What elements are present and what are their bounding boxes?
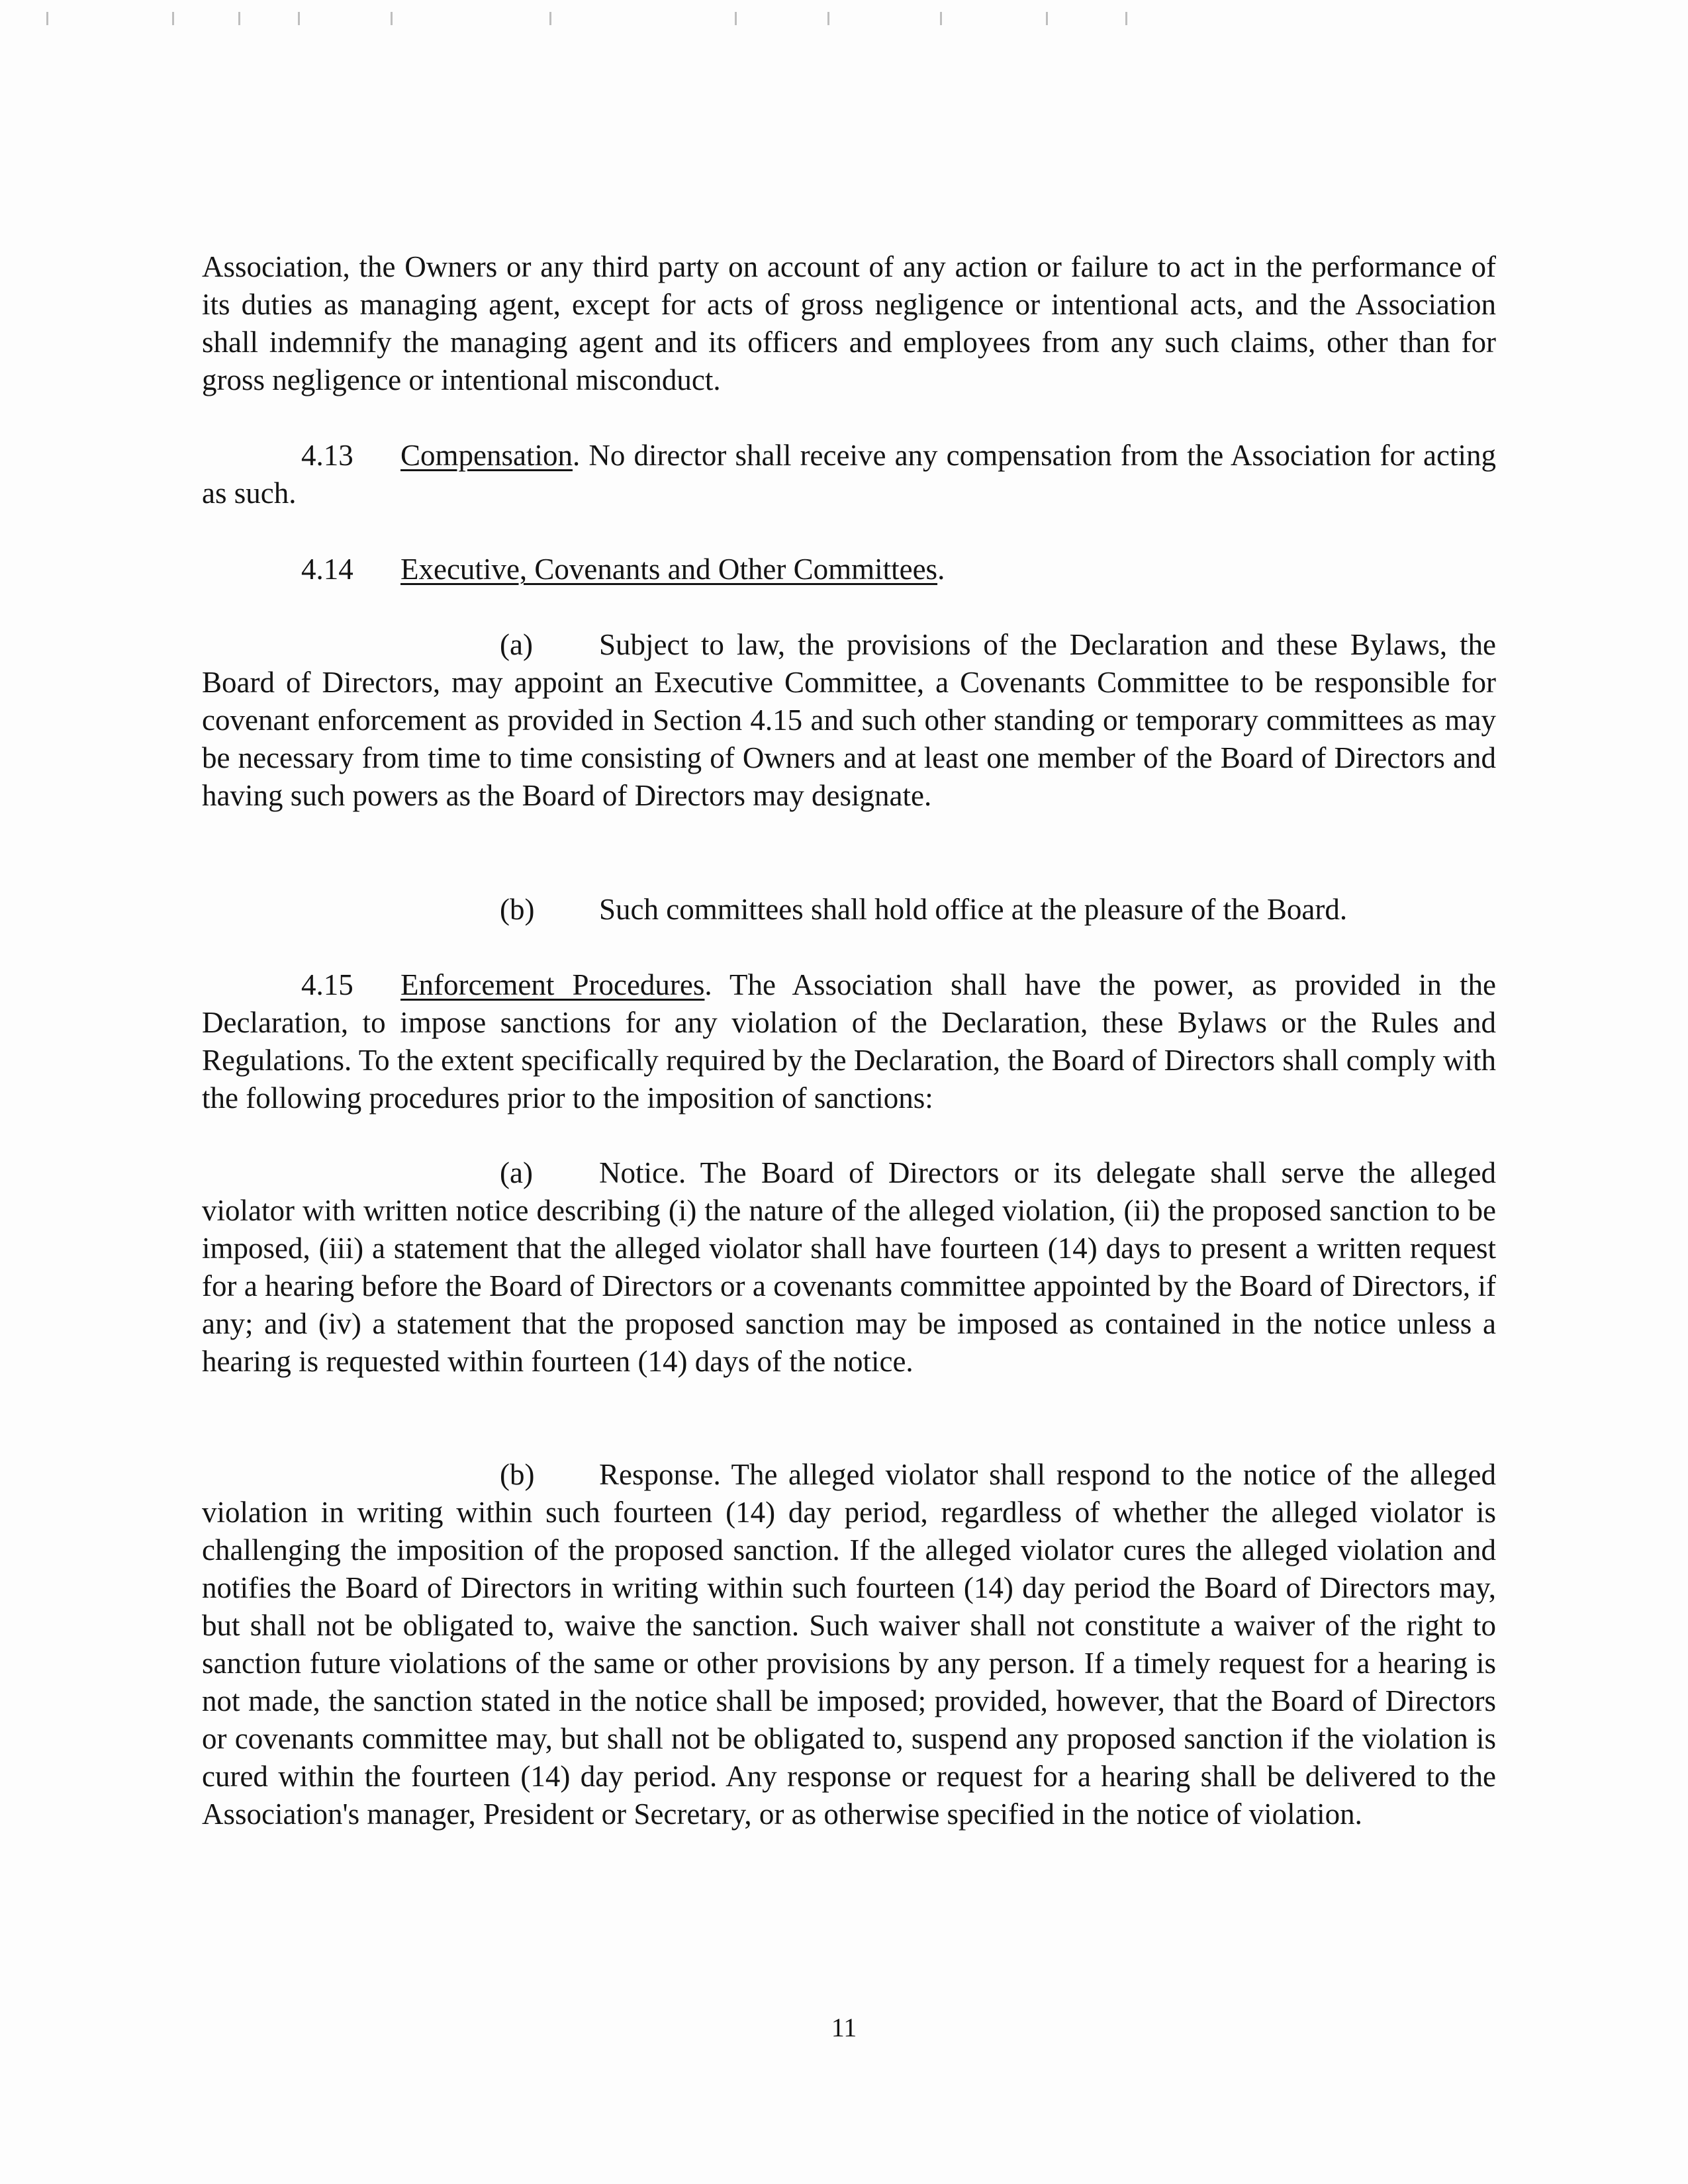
subsection-label: (b) <box>500 1458 535 1491</box>
scan-artifacts <box>40 12 1297 32</box>
section-4-15-paragraph <box>202 966 1496 1117</box>
section-4-13 <box>202 437 1496 512</box>
section-4-14-paragraph <box>202 551 1496 588</box>
section-number: 4.15 <box>301 968 353 1001</box>
subsection-paragraph <box>202 891 1496 929</box>
section-text: . The Association shall have the power, as provided in the Declaration, to impose sanctions for any violation of the Declaration, these Bylaws or the Rules and Regulations. To the extent specifically required by the Declaration, the Board of Directors shall comply with the following procedures prior to the imposition of sanctions: <box>202 968 1497 1115</box>
subsection-label: (a) <box>500 1156 533 1189</box>
subsection-text: Such committees shall hold office at the pleasure of the Board. <box>599 893 1348 926</box>
section-4-14-b <box>202 891 1496 929</box>
subsection-label: (a) <box>500 628 533 661</box>
subsection-text: Response. The alleged violator shall respond to the notice of the alleged violation in writing within such fourteen (14) day period, regardless of whether the alleged violator is challenging the imposition of the proposed sanction. If the alleged violator cures the alleged violation and notifies the Board of Directors in writing within such fourteen (14) day period the Board of Directors may, but shall not be obligated to, waive the sanction. Such waiver shall not constitute a waiver of the right to sanction future violations of the same or other provisions by any person. If a timely request for a hearing is not made, the sanction stated in the notice shall be imposed; provided, however, that the Board of Directors or covenants committee may, but shall not be obligated to, suspend any proposed sanction if the violation is cured within the fourteen (14) day period. Any response or request for a hearing shall be delivered to the Association's manager, President or Secretary, or as otherwise specified in the notice of violation. <box>202 1458 1496 1831</box>
subsection-paragraph <box>202 626 1496 815</box>
section-title: Compensation <box>400 439 573 472</box>
section-4-15-b <box>202 1456 1496 1833</box>
subsection-text: Subject to law, the provisions of the Declaration and these Bylaws, the Board of Directors, may appoint an Executive Committee, a Covenants Committee to be responsible for covenant enforcement as provided in Section 4.15 and such other standing or temporary committees as may be necessary from time to time consisting of Owners and at least one member of the Board of Directors and having such powers as the Board of Directors may designate. <box>202 628 1496 812</box>
section-4-14-a <box>202 626 1496 815</box>
subsection-label: (b) <box>500 893 535 926</box>
section-4-13-paragraph <box>202 437 1496 512</box>
section-title: Enforcement Procedures <box>400 968 705 1001</box>
section-4-15-a <box>202 1154 1496 1381</box>
paragraph-text: Association, the Owners or any third party on account of any action or failure to act in the performance of its duties as managing agent, except for acts of gross negligence or intentional acts, and the Association shall indemnify the managing agent and its officers and employees from any such claims, other than for gross negligence or intentional misconduct. <box>202 250 1496 396</box>
section-number: 4.14 <box>301 553 353 586</box>
section-4-15 <box>202 966 1496 1117</box>
section-4-14-heading <box>202 551 1496 588</box>
subsection-text: Notice. The Board of Directors or its delegate shall serve the alleged violator with written notice describing (i) the nature of the alleged violation, (ii) the proposed sanction to be imposed, (iii) a statement that the alleged violator shall have fourteen (14) days to present a written request for a hearing before the Board of Directors or a covenants committee appointed by the Board of Directors, if any; and (iv) a statement that the proposed sanction may be imposed as contained in the notice unless a hearing is requested within fourteen (14) days of the notice. <box>202 1156 1496 1378</box>
paragraph-continuation <box>202 248 1496 399</box>
subsection-paragraph <box>202 1154 1496 1381</box>
section-number: 4.13 <box>301 439 353 472</box>
page-number: 11 <box>831 2013 857 2042</box>
section-title-period: . <box>937 553 945 586</box>
subsection-paragraph <box>202 1456 1496 1833</box>
section-title: Executive, Covenants and Other Committees <box>400 553 938 586</box>
section-text: . No director shall receive any compensation from the Association for acting as such. <box>202 439 1496 510</box>
